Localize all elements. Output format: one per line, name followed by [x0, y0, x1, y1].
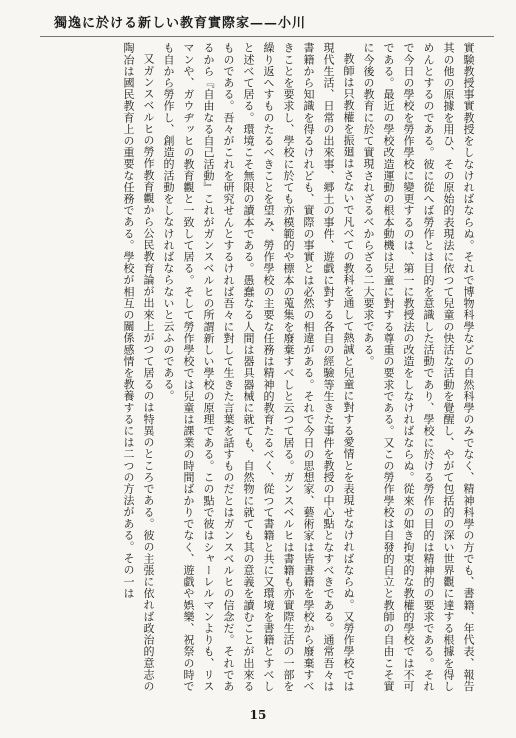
- paragraph: 又ガンスベルヒの勞作教育觀から公民教育論が出來上がつて居るのは特異のところである。彼の主張に依れば政治的意志の陶冶は國民教育上の重要な任務である。學校が相互の關係感情を教養するには二つの方法がある。その一は: [122, 42, 155, 692]
- paragraph: 實験教授事實教授をしなければならぬ。それで博物科學などの自然科學のみでなく、精神科學の方でも、書籍、年代表、報告其の他の原據を用ひ、その原始的表現法に依つて兒童の快活な活動を覺醒し、やがて包括的の深い世界觀に達する根據を得しめんとするのである。彼に從へば勞作とは目的を意識した活動であり、學校に於ける勞作の目的は精神的の要求である。それで今日の學校を勞作學校に變更するのは、第一に教授法の改造をしなければならぬ。從來の如き拘束的な教權的學校では不可である。最近の學校改造運動の根本動機は兒童に對する尊重の要求である。又この勞作學校は自發的自立と教師の自由こそ實に今後の教育に於て實現されざるべからざる二大要求である。: [362, 42, 475, 692]
- page-number: 15: [249, 708, 267, 722]
- paragraph: 教師は只教權を振廻はさないで凡べての教科を通して熱誠と兒童に對する愛情とを表現せなければならぬ。又勞作學校では現代生活、日常の出來事、郷土の事件、遊戯に對する各自の經驗等生きた事件を教授の中心點となすべきである。通常吾々は書籍から知識を得るけれども、實際の事實とは必然の相違がある。それで今日の思想家、藝術家は皆書籍を學校から廢棄すべきことを要求し、學校に於ても亦模範的や標本の蒐集を廢棄すべしと云つて居る。ガンスベルヒは書籍も亦實際生活の一部を繰り返へすものたるべきことを望み、勞作學校の主要な任務は精神的教育たるべく、從つて書籍と共に又環境を書籍とすべしと述べて居る。環境こそ無限の讀本である。愚蠢なる人間は器具器械に就ても、自然物に就ても其の意義を讀むことが出來るものである。吾々がこれを研究せんとするければ吾々に對して生きた言葉を話すものだとはガンスベルヒの信念だ。それであるから『自由なる自己活動』これがガンスベルヒの所謂新しい學校の原理である。この點で彼はシャーレルマンよりも、リスマンや、ガウヂッヒの教育觀と一致して居る。そして勞作學校では兒童は課業の時間ばかりでなく、遊戯や娯樂、祝祭の時でも自から勞作し、創造的活動をしなければならないと云ふのである。: [162, 42, 355, 692]
- running-header: 獨逸に於ける新しい教育實際家——小川: [54, 16, 307, 31]
- body-text: [38, 42, 478, 692]
- header-divider: [40, 36, 494, 37]
